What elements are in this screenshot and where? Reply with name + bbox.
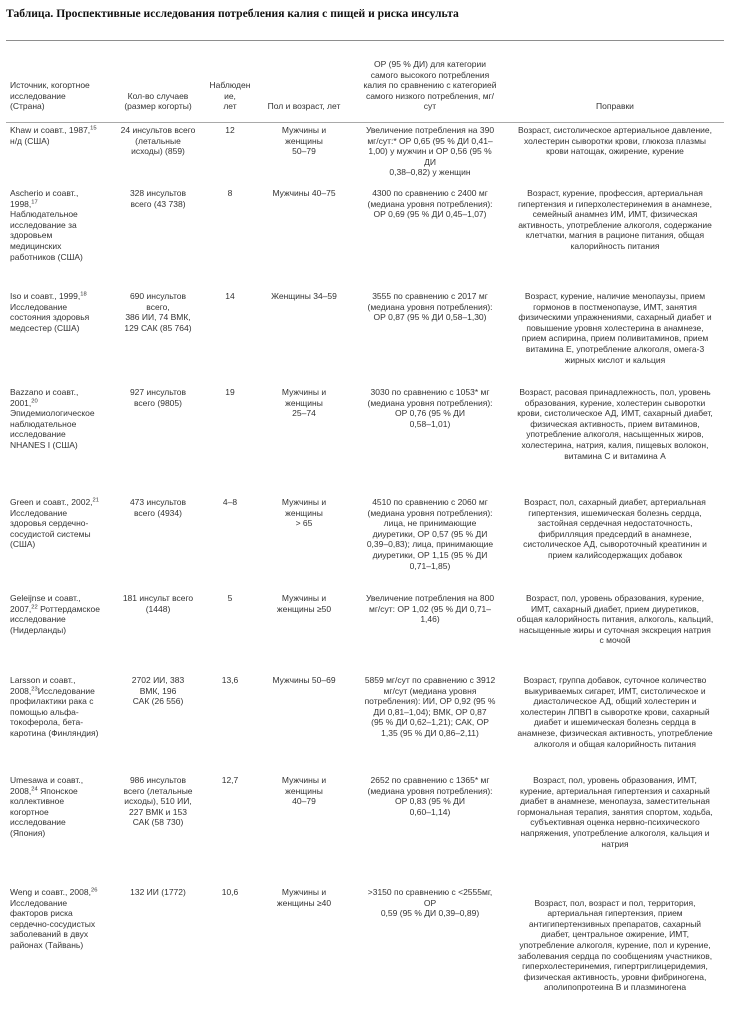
cell-years: 5 (227, 593, 233, 603)
cell-population: Мужчины и женщины ≥40 (276, 887, 332, 908)
cell-source: Bazzano и соавт., 2001,20 Эпидемиологическое наблюдательное исследование NHANES I (США) (10, 387, 95, 450)
table-top-rule (6, 40, 724, 41)
table-title: Таблица. Проспективные исследования потребления калия с пищей и риска инсульта (6, 7, 459, 20)
cell-cases: 132 ИИ (1772) (130, 887, 186, 897)
table-row (6, 492, 724, 588)
cell-years: 8 (227, 188, 233, 198)
cell-population: Женщины 34–59 (271, 291, 337, 301)
cell-cases: 927 инсультов всего (9805) (129, 387, 187, 408)
cell-population: Мужчины и женщины ≥50 (276, 593, 332, 614)
cell-source: Green и соавт., 2002,21 Исследование здоровья сердечно- сосудистой системы (США) (10, 497, 99, 550)
cell-source: Ascherio и соавт., 1998,17 Наблюдательное исследование за здоровьем медицинских работников (США) (10, 188, 83, 262)
header-odds-ratio: ОР (95 % ДИ) для категории самого высокого потребления калия по сравнению с категорией самого низкого потребления, мг/ сут (363, 59, 497, 112)
reference-number: 26 (90, 887, 98, 894)
reference-number: 24 (31, 786, 38, 793)
table-row (6, 183, 724, 286)
table-row (6, 882, 724, 1020)
cell-source: Weng и соавт., 2008,26 Исследование факторов риска сердечно-сосудистых заболеваний в двух районах (Тайвань) (10, 887, 98, 950)
cell-adjustments: Возраст, курение, профессия, артериальная гипертензия и гиперхолестеринемия в анамнезе, семейный анамнез ИМ, ИМТ, физическая активность, употребление алкоголя, содержание клетчатки, магния в рационе питания, общая калорийность питания (517, 188, 713, 251)
cell-source: Umesawa и соавт., 2008,24 Японское коллективное когортное исследование (Япония) (10, 775, 84, 838)
cell-adjustments: Возраст, пол, возраст и пол, территория, артериальная гипертензия, прием антигипертензивных препаратов, сахарный диабет, центральное ожирение, ИМТ, употребление алкоголя, курение, пол и курение, заболевания сердца по сообщениям участников, гиперхолестеринемия, гипертриглицеридемия, физическая активность, уровни фибриногена, аполипопротеина В и плазминогена (517, 897, 713, 993)
cell-cases: 473 инсультов всего (4934) (129, 497, 187, 518)
cell-odds-ratio: 3555 по сравнению с 2017 мг (медиана уровня потребления): ОР 0,87 (95 % ДИ 0,58–1,30) (367, 291, 493, 323)
cell-population: Мужчины и женщины 50–79 (281, 125, 327, 157)
cell-cases: 24 инсультов всего (летальные исходы) (859) (120, 125, 196, 157)
cell-source: Larsson и соавт., 2008,23Исследование профилактики рака с помощью альфа- токоферола, бета- каротина (Финляндия) (10, 675, 99, 738)
header-population: Пол и возраст, лет (267, 101, 341, 112)
cell-population: Мужчины и женщины 40–79 (281, 775, 327, 807)
cell-odds-ratio: 4300 по сравнению с 2400 мг (медиана уровня потребления): ОР 0,69 (95 % ДИ 0,45–1,07) (367, 188, 493, 220)
table-row (6, 120, 724, 183)
cell-odds-ratio: 5859 мг/сут по сравнению с 3912 мг/сут (медиана уровня потребления): ИИ, ОР 0,92 (95 % ДИ 0,81–1,04); ВМК, ОР 0,87 (95 % ДИ 0,62–1,21); САК, ОР 1,35 (95 % ДИ 0,86–2,11) (364, 675, 496, 738)
cell-cases: 181 инсульт всего (1448) (122, 593, 194, 614)
cell-source: Iso и соавт., 1999,18 Исследование состояния здоровья медсестер (США) (10, 291, 90, 333)
cell-adjustments: Возраст, пол, уровень образования, ИМТ, курение, артериальная гипертензия и сахарный диабет в анамнезе, менопауза, заместительная гормональная терапия, занятия спортом, ходьба, субъективная оценка нервно-психического напряжения, употребление алкоголя, кальция и натрия (517, 775, 713, 849)
cell-population: Мужчины 40–75 (272, 188, 336, 198)
cell-years: 19 (225, 387, 235, 397)
table-row (6, 588, 724, 670)
cell-adjustments: Возраст, расовая принадлежность, пол, уровень образования, курение, холестерин сыворотки крови, систолическое АД, ИМТ, сахарный диабет, физическая активность, прием витаминов, употребление алкоголя, насыщенных жиров, холестерина, натрия, калия, пищевых волокон, витамина С и витамина А (517, 387, 713, 461)
table-row (6, 670, 724, 770)
cell-years: 10,6 (221, 887, 239, 897)
cell-population: Мужчины и женщины 25–74 (281, 387, 327, 419)
header-cases: Кол-во случаев (размер когорты) (124, 90, 192, 112)
cell-cases: 328 инсультов всего (43 738) (129, 188, 187, 209)
cell-population: Мужчины и женщины > 65 (281, 497, 327, 529)
cell-years: 12,7 (221, 775, 239, 785)
table-row (6, 770, 724, 882)
cell-odds-ratio: >3150 по сравнению с <2555мг, ОР 0,59 (95 % ДИ 0,39–0,89) (367, 887, 493, 919)
cell-source: Khaw и соавт., 1987,15 н/д (США) (10, 125, 97, 146)
header-years: Наблюден ие, лет (209, 80, 251, 112)
cell-adjustments: Возраст, пол, уровень образования, курение, ИМТ, сахарный диабет, прием диуретиков, общая калорийность питания, алкоголь, кальций, насыщенные жиры и суточная экскреция натрия с мочой (516, 593, 714, 646)
cell-cases: 2702 ИИ, 383 ВМК, 196 САК (26 556) (131, 675, 185, 707)
header-source: Источник, когортное исследование (Страна) (10, 80, 90, 112)
cell-adjustments: Возраст, курение, наличие менопаузы, прием гормонов в постменопаузе, ИМТ, занятия физическими упражнениями, сахарный диабет и повышение уровня холестерина в анамнезе, прием аспирина, прием поливитаминов, прием витамина Е, употребление алкоголя, омега-3 жирных кислот и кальция (518, 291, 712, 365)
cell-adjustments: Возраст, пол, сахарный диабет, артериальная гипертензия, ишемическая болезнь сердца, застойная сердечная недостаточность, фибрилляция предсердий в анамнезе, систолическое АД, сывороточный креатинин и прием калийсодержащих добавок (523, 497, 707, 560)
cell-odds-ratio: 4510 по сравнению с 2060 мг (медиана уровня потребления): лица, не принимающие диуретики, ОР 0,57 (95 % ДИ 0,39–0,83); лица, принимающие диуретики, ОР 1,15 (95 % ДИ 0,71–1,85) (366, 497, 494, 571)
cell-cases: 986 инсультов всего (летальные исходы), 510 ИИ, 227 ВМК и 153 САК (58 730) (123, 775, 193, 828)
cell-odds-ratio: 3030 по сравнению с 1053* мг (медиана уровня потребления): ОР 0,76 (95 % ДИ 0,58–1,01) (367, 387, 493, 429)
cell-years: 12 (225, 125, 235, 135)
cell-source: Geleijnse и соавт., 2007,22 Роттердамское исследование (Нидерланды) (10, 593, 100, 635)
cell-odds-ratio: Увеличение потребления на 390 мг/сут:* ОР 0,65 (95 % ДИ 0,41– 1,00) у мужчин и ОР 0,56 (95 % ДИ 0,38–0,82) у женщин (365, 125, 495, 178)
cell-years: 13,6 (221, 675, 239, 685)
table-header-row (6, 43, 724, 120)
table-row (6, 286, 724, 382)
reference-number: 17 (31, 199, 38, 206)
cell-cases: 690 инсультов всего, 386 ИИ, 74 ВМК, 129 САК (85 764) (124, 291, 192, 333)
reference-number: 15 (90, 125, 97, 132)
table-row (6, 382, 724, 492)
cell-years: 14 (225, 291, 235, 301)
cell-odds-ratio: 2652 по сравнению с 1365* мг (медиана уровня потребления): ОР 0,83 (95 % ДИ 0,60–1,14) (367, 775, 493, 817)
reference-number: 21 (92, 497, 99, 504)
cell-population: Мужчины 50–69 (272, 675, 336, 685)
cell-adjustments: Возраст, систолическое артериальное давление, холестерин сыворотки крови, глюкоза плазмы крови натощак, ожирение, курение (517, 125, 713, 157)
reference-number: 22 (31, 604, 38, 611)
potassium-stroke-studies-table (6, 43, 724, 1020)
reference-number: 23 (31, 686, 38, 693)
reference-number: 18 (80, 291, 87, 298)
reference-number: 20 (31, 398, 38, 405)
cell-adjustments: Возраст, группа добавок, суточное количество выкуриваемых сигарет, ИМТ, систолическое и диастолическое АД, общий холестерин и холестерин ЛПВП в сыворотке крови, сахарный диабет и ишемическая болезнь сердца в анамнезе, физическая активность, употребление алкоголя и общая калорийность питания (517, 675, 713, 749)
header-adjustments: Поправки (596, 101, 634, 112)
cell-years: 4–8 (222, 497, 238, 507)
cell-odds-ratio: Увеличение потребления на 800 мг/сут: ОР 1,02 (95 % ДИ 0,71– 1,46) (365, 593, 495, 625)
